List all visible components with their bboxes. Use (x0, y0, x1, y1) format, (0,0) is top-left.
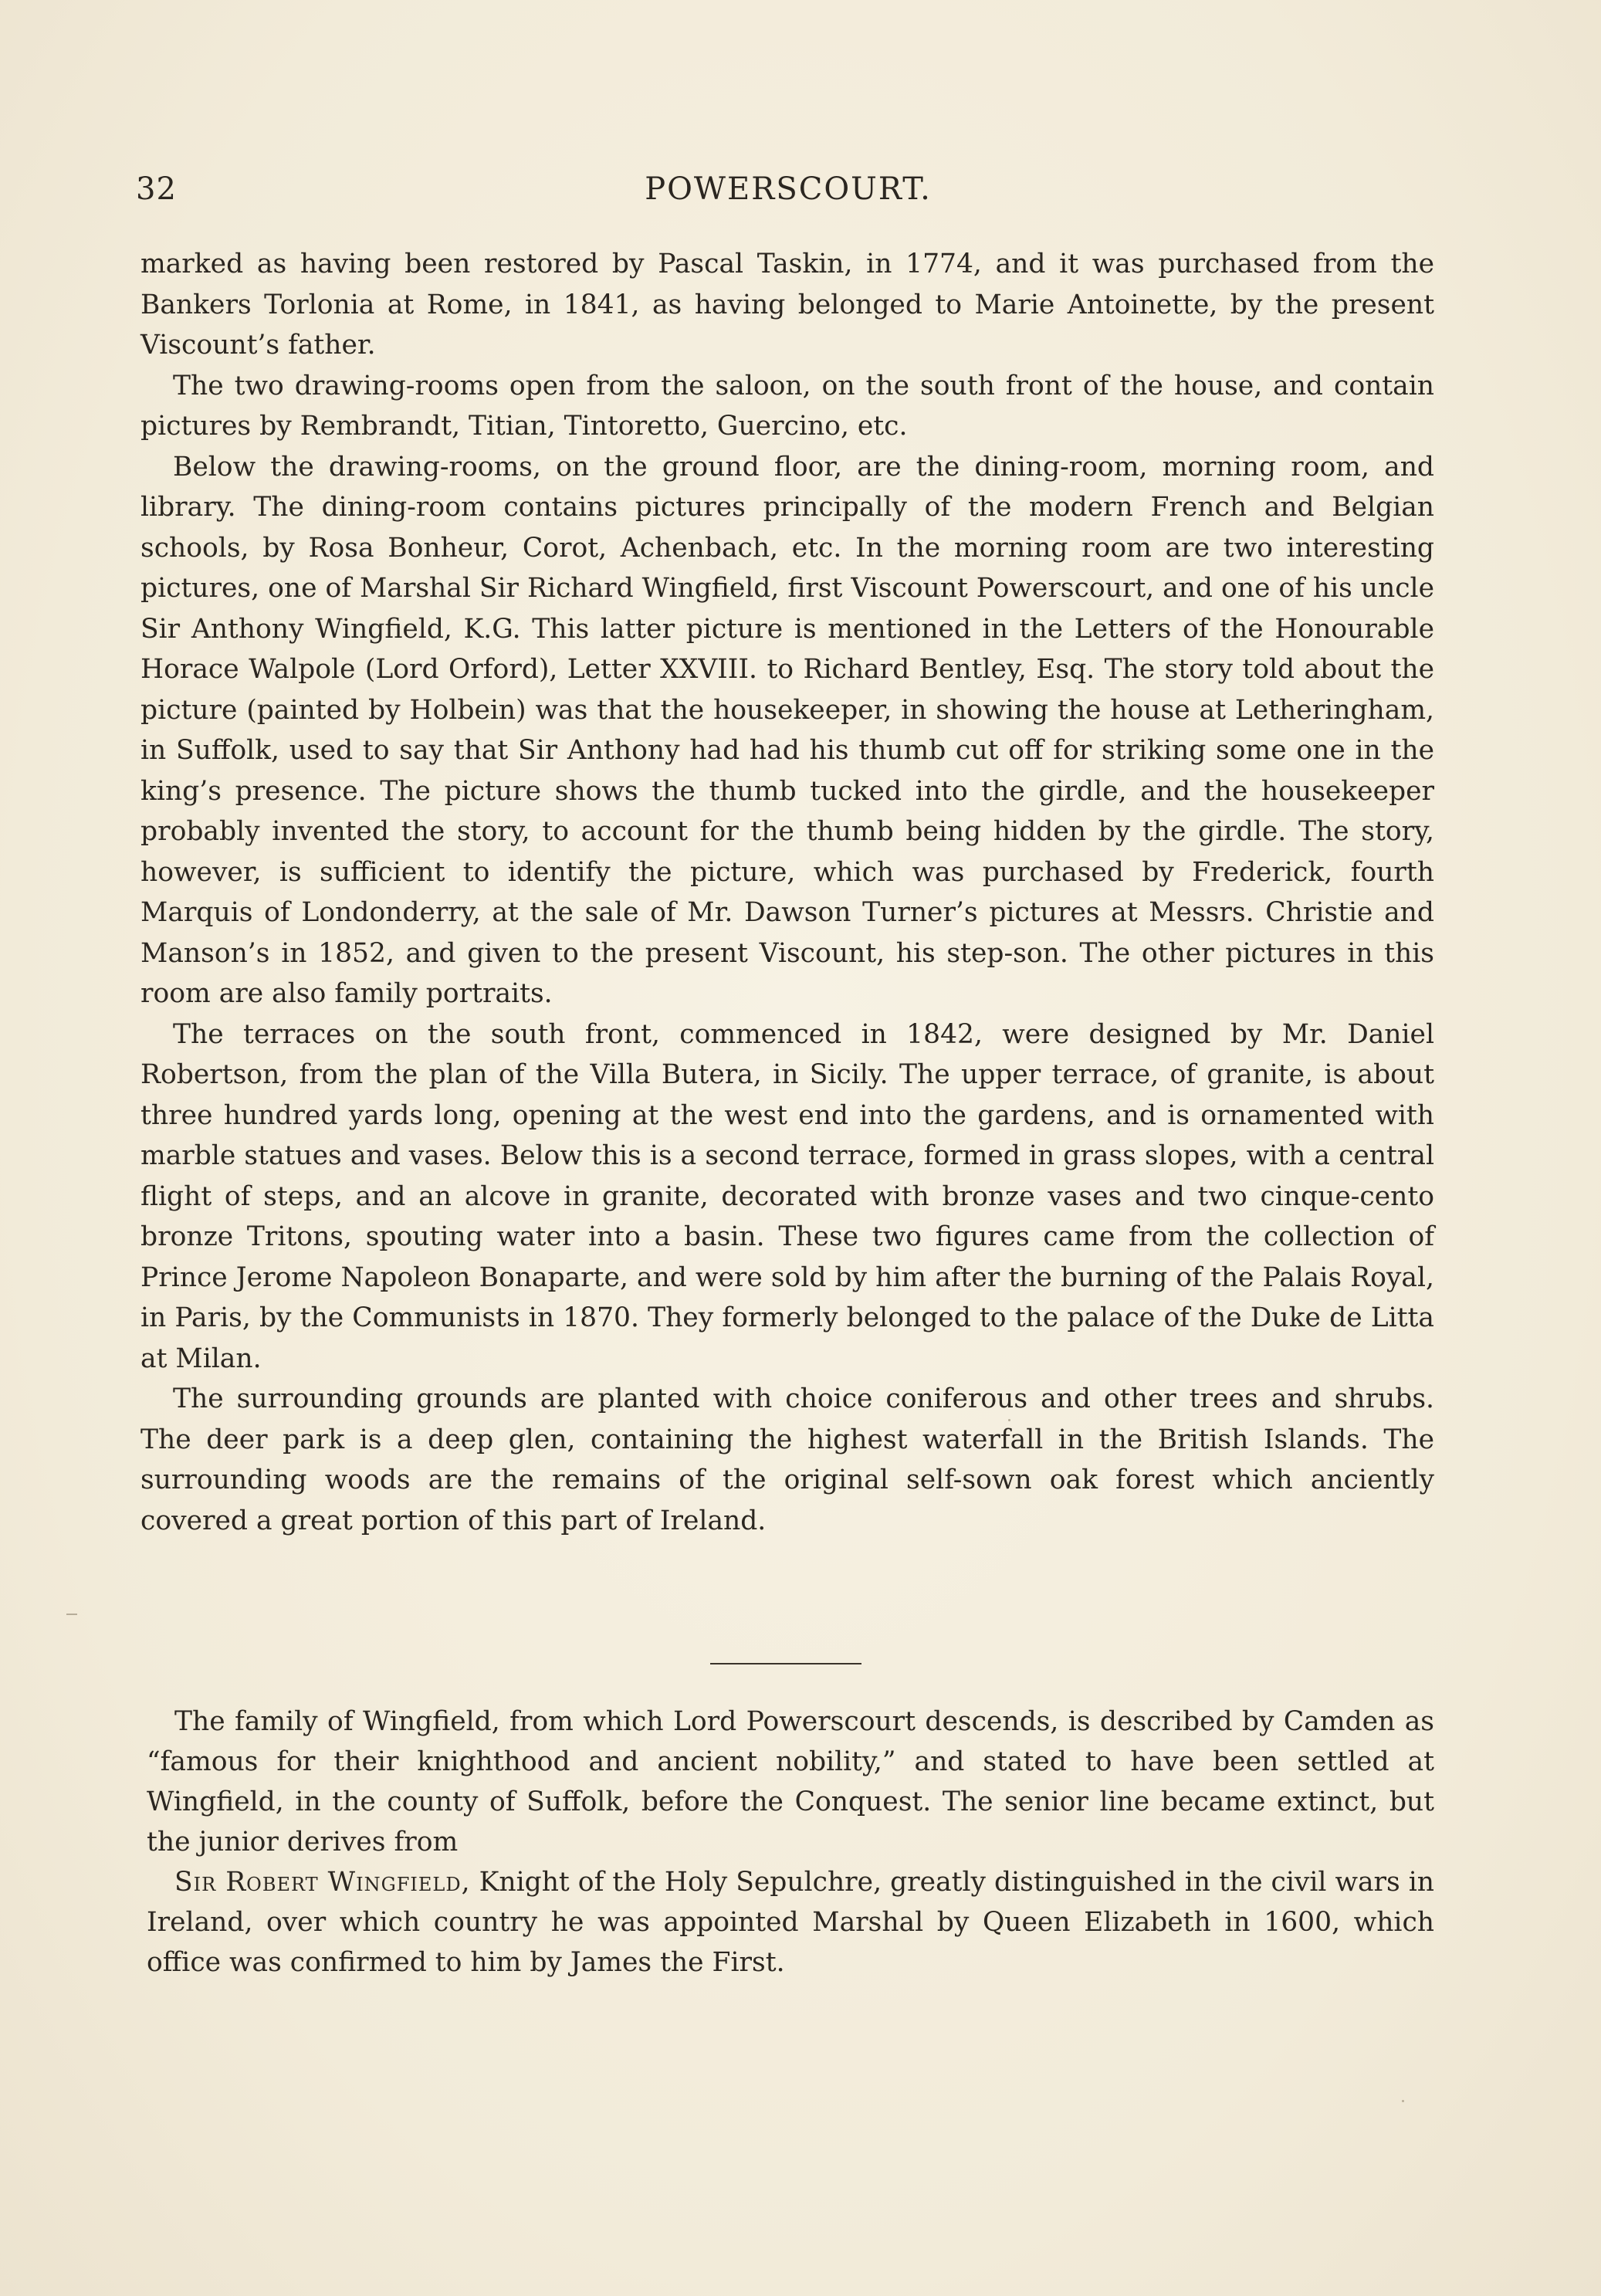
page-number: 32 (136, 171, 177, 207)
paper-speck (1008, 1419, 1010, 1421)
paragraph-grounds: The surrounding grounds are planted with choice coniferous and other trees and shrubs. The deer park is a deep glen, containing the highest waterfall in the British Islands. The surrounding woods are the remains of the original self-sown oak forest which anciently covered a great portion of this part of Ireland. (140, 1383, 1434, 1536)
paragraph-ground-floor: Below the drawing-rooms, on the ground floor, are the dining-room, morning room, and library. The dining-room contains pictures principally of the modern French and Belgian schools, by Rosa Bonheur, Corot, Achenbach, etc. In the morning room are two interesting pictures, one of Marshal Sir Richard Wingfield, first Viscount Powerscourt, and one of his uncle Sir Anthony Wingfield, K.G. This latter picture is mentioned in the Letters of the Honourable Horace Walpole (Lord Orford), Letter XXVIII. to Richard Bentley, Esq. The story told about the picture (painted by Holbein) was that the housekeeper, in showing the house at Letheringham, in Suffolk, used to say that Sir Anthony had had his thumb cut off for striking some one in the king’s presence. The picture shows the thumb tucked into the girdle, and the housekeeper probably invented the story, to account for the thumb being hidden by the girdle. The story, however, is sufficient to identify the picture, which was purchased by Frederick, fourth Marquis of Londonderry, at the sale of Mr. Dawson Turner’s pictures at Messrs. Christie and Manson’s in 1852, and given to the present Viscount, his step-son. The other pictures in this room are also family portraits. (140, 451, 1434, 1009)
paragraph-terraces: The terraces on the south front, commenced in 1842, were designed by Mr. Daniel Robertson, from the plan of the Villa Butera, in Sicily. The upper terrace, of granite, is about three hundred yards long, opening at the west end into the gardens, and is ornamented with marble statues and vases. Below this is a second terrace, formed in grass slopes, with a central flight of steps, and an alcove in granite, decorated with bronze vases and two cinque-cento bronze Tritons, spouting water into a basin. These two figures came from the collection of Prince Jerome Napoleon Bonaparte, and were sold by him after the burning of the Palais Royal, in Paris, by the Communists in 1870. They formerly belonged to the palace of the Duke de Litta at Milan. (140, 1018, 1434, 1374)
section-divider (710, 1663, 861, 1664)
paragraph-sir-robert (147, 1862, 1434, 1983)
paragraph-drawing-rooms: The two drawing-rooms open from the saloon, on the south front of the house, and contain pictures by Rembrandt, Titian, Tintoretto, Guercino, etc. (140, 370, 1434, 442)
sir-robert-name: Sir Robert Wingfield, (174, 1867, 471, 1898)
main-text (140, 244, 1434, 1541)
paper-speck (1402, 2100, 1404, 2102)
family-section (147, 1702, 1434, 1983)
page-header (136, 171, 1440, 225)
paper-mark (66, 1614, 77, 1615)
paragraph-family: The family of Wingfield, from which Lord Powerscourt descends, is described by Camden as “famous for their knighthood and ancient nobility,” and stated to have been settled at Wingfield, in the county of Suffolk, before the Conquest. The senior line became extinct, but the junior derives from (147, 1706, 1434, 1857)
running-title: POWERSCOURT. (645, 171, 932, 207)
paragraph-continuation: marked as having been restored by Pascal Taskin, in 1774, and it was purchased from the Bankers Torlonia at Rome, in 1841, as having belonged to Marie Antoinette, by the present Viscount’s father. (140, 249, 1434, 361)
sir-robert-text: Knight of the Holy Sepulchre, greatly distinguished in the civil wars in Ireland, over which country he was appointed Marshal by Queen Elizabeth in 1600, which office was confirmed to him by James the First. (147, 1867, 1434, 1978)
